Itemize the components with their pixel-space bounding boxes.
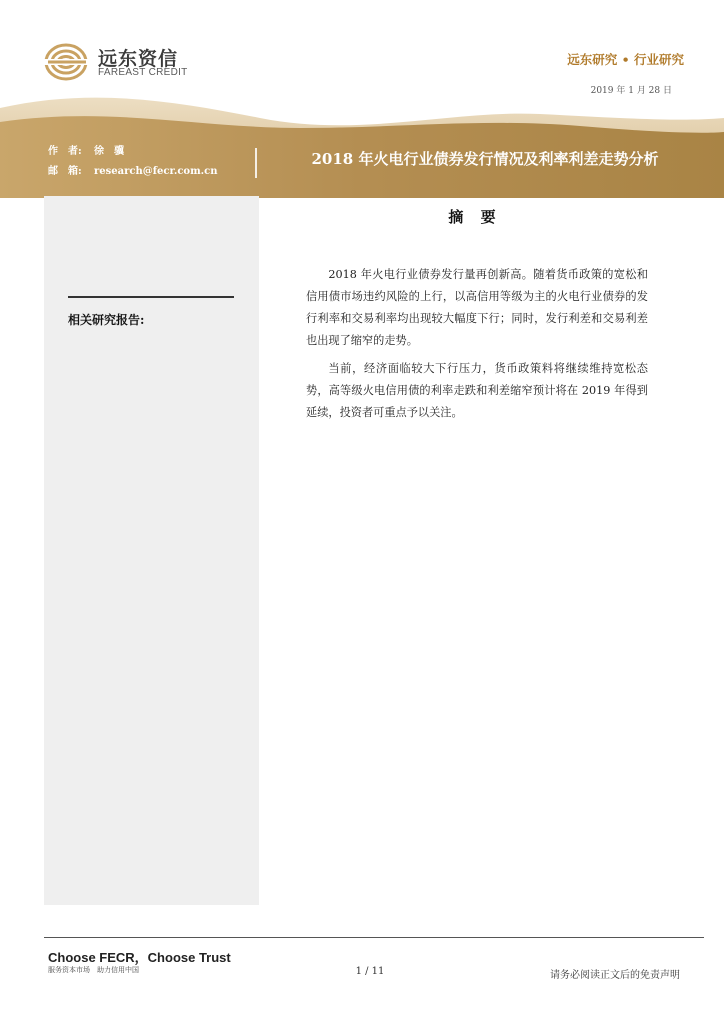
email-label: 邮 箱: [48, 166, 82, 177]
author-row [48, 142, 218, 162]
abstract-paragraph: 2018 年火电行业债券发行量再创新高。随着货币政策的宽松和信用债市场违约风险的上行，以高信用等级为主的火电行业债券的发行利率和交易利率均出现较大幅度下行；同时，发行利差和交易利差也出现了缩窄的走势。 [306, 268, 648, 347]
author-name: 徐 骥 [94, 146, 124, 157]
footer-slogan: 服务资本市场 助力信用中国 [48, 966, 139, 974]
footer-brand: Choose FECR，Choose Trust [48, 950, 231, 965]
author-label: 作 者: [48, 146, 82, 157]
brand-name-cn: 远东资信 [98, 48, 179, 70]
author-info [48, 142, 218, 182]
sidebar-divider [68, 296, 234, 298]
email-row [48, 162, 218, 182]
brand-logo-icon [44, 42, 90, 82]
report-category-tag: 远东研究 • 行业研究 [567, 52, 684, 67]
sidebar [44, 196, 259, 905]
footer-divider [44, 937, 704, 938]
abstract-paragraph: 当前，经济面临较大下行压力，货币政策料将继续维持宽松态势，高等级火电信用债的利率走跌和利差缩窄预计将在 2019 年得到延续，投资者可重点予以关注。 [306, 362, 648, 419]
email-address[interactable]: research@fecr.com.cn [94, 166, 218, 177]
brand-logo [44, 42, 204, 82]
brand-name-en: FAREAST CREDIT [98, 67, 188, 78]
page-number: 1 / 11 [355, 966, 385, 977]
banner-divider [255, 148, 257, 178]
related-reports-heading: 相关研究报告: [68, 313, 145, 327]
abstract-body [306, 264, 648, 430]
abstract-heading: 摘 要 [448, 208, 502, 226]
report-date: 2019 年 1 月 28 日 [590, 86, 672, 96]
disclaimer-note: 请务必阅读正文后的免责声明 [550, 970, 680, 981]
report-title: 2018 年火电行业债券发行情况及利率利差走势分析 [311, 150, 659, 168]
